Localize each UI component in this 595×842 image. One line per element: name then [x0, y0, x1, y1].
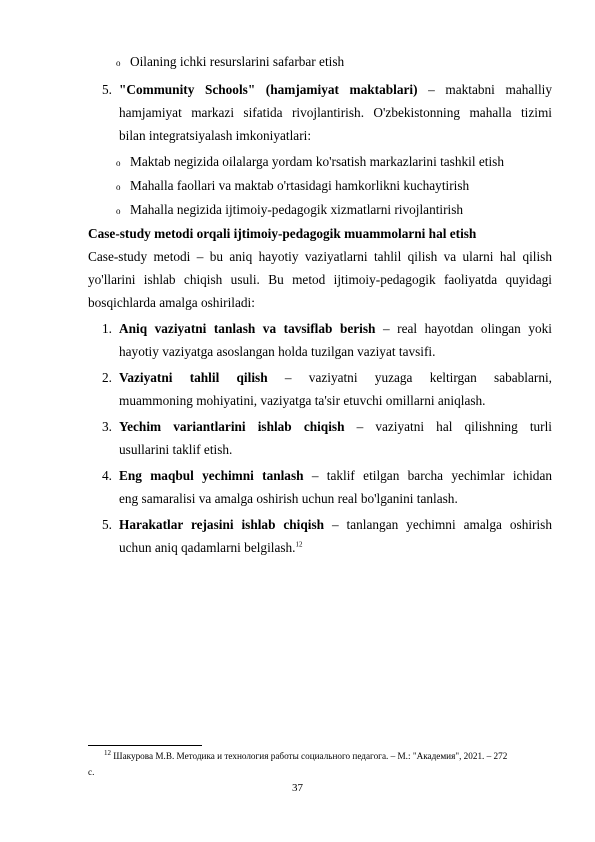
list-item-title: Eng maqbul yechimni tanlash [119, 468, 304, 483]
list-number: 5. [102, 517, 112, 532]
list-number: 3. [102, 419, 112, 434]
list-item-text-line [119, 540, 303, 556]
footnote [104, 750, 507, 762]
list-item-text: uchun aniq qadamlarni belgilash. [119, 540, 296, 555]
section-heading: Case-study metodi orqali ijtimoiy-pedagogik muammolarni hal etish [88, 226, 477, 241]
list-item [119, 370, 552, 386]
bullet-item: Oilaning ichki resurslarini safarbar etish [130, 54, 345, 69]
list-item-text: – taklif etilgan barcha yechimlar ichidan [311, 468, 552, 483]
footnote-number: 12 [104, 748, 111, 757]
list-item-title: Harakatlar rejasini ishlab chiqish [119, 517, 325, 532]
list-item-title: Aniq vaziyatni tanlash va tavsiflab berish [119, 321, 376, 336]
bullet-marker: o [116, 182, 121, 192]
list-item-title: Yechim variantlarini ishlab chiqish [119, 419, 345, 434]
list-item-text-line: eng samaralisi va amalga oshirish uchun real bo'lganini tanlash. [119, 491, 458, 506]
list-item-text: – tanlangan yechimni amalga oshirish [331, 517, 552, 532]
list-number: 1. [102, 321, 112, 336]
paragraph-line: Case-study metodi – bu aniq hayotiy vaziyatlarni tahlil qilish va ularni hal qilish [88, 249, 552, 264]
footnote-text: Шакурова М.В. Методика и технология работы социального педагога. – М.: "Академия", 2021. – 272 [113, 751, 508, 761]
list-number: 2. [102, 370, 112, 385]
list-item [119, 419, 552, 435]
list-item [119, 517, 552, 533]
sub-bullet-item: Mahalla faollari va maktab o'rtasidagi hamkorlikni kuchaytirish [130, 178, 470, 193]
list-item-text: – vaziyatni yuzaga keltirgan sabablarni, [284, 370, 552, 385]
list-item [119, 321, 552, 337]
footnote-separator [88, 745, 202, 746]
list-item-text-line: bilan integratsiyalash imkoniyatlari: [119, 128, 312, 143]
list-item-text-line: hamjamiyat markazi sifatida rivojlantirish. O'zbekistonning mahalla tizimi [119, 105, 552, 120]
list-item-text: – real hayotdan olingan yoki [382, 321, 552, 336]
bullet-marker: o [116, 158, 121, 168]
list-item [119, 468, 552, 484]
list-number: 4. [102, 468, 112, 483]
list-item-text-line: muammoning mohiyatini, vaziyatga ta'sir etuvchi omillarni aniqlash. [119, 393, 486, 408]
list-item-title: Vaziyatni tahlil qilish [119, 370, 268, 385]
list-item-title: "Community Schools" (hamjamiyat maktablari) [119, 82, 418, 97]
list-number: 5. [102, 82, 112, 97]
list-item-text: – maktabni mahalliy [428, 82, 553, 97]
list-item-text-line: hayotiy vaziyatga asoslangan holda tuzilgan vaziyat tavsifi. [119, 344, 436, 359]
list-item-text-line: usullarini taklif etish. [119, 442, 233, 457]
list-item-community-schools [119, 82, 552, 98]
paragraph-line: bosqichlarda amalga oshiriladi: [88, 295, 255, 310]
sub-bullet-item: Mahalla negizida ijtimoiy-pedagogik xizmatlarni rivojlantirish [130, 202, 464, 217]
bullet-marker: o [116, 206, 121, 216]
bullet-marker: o [116, 58, 121, 68]
sub-bullet-item: Maktab negizida oilalarga yordam ko'rsatish markazlarini tashkil etish [130, 154, 504, 169]
paragraph-line: yo'llarini ishlab chiqish usuli. Bu metod ijtimoiy-pedagogik faoliyatda quyidagi [88, 272, 552, 287]
list-item-text: – vaziyatni hal qilishning turli [356, 419, 552, 434]
footnote-text-line: с. [88, 767, 95, 777]
page-number: 37 [292, 782, 303, 794]
footnote-reference[interactable]: 12 [295, 540, 303, 549]
